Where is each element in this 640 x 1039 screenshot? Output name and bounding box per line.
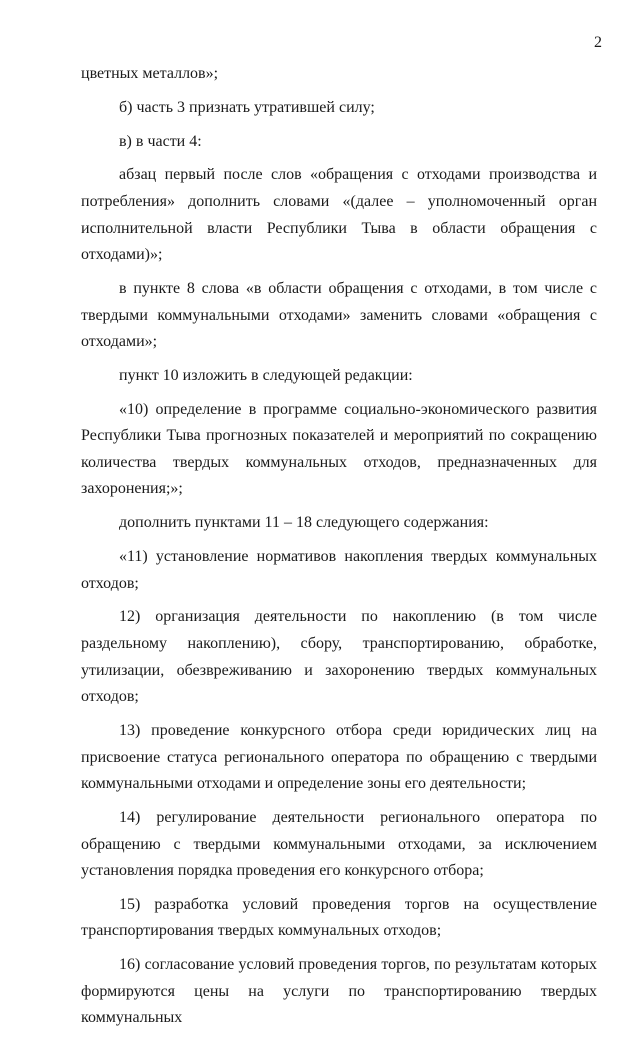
paragraph: в) в части 4: [119, 132, 202, 150]
paragraph: пункт 10 изложить в следующей редакции: [119, 366, 413, 384]
paragraph: абзац первый после слов «обращения с отходами производства и потребления» дополнить словами «(далее – уполномоченный орган исполнительной власти Республики Тыва в области обращения с отходами)»; [81, 166, 597, 264]
paragraph: цветных металлов»; [81, 65, 219, 82]
paragraph: «10) определение в программе социально-экономического развития Республики Тыва прогнозных показателей и мероприятий по сокращению количества твердых коммунальных отходов, предназначенных для захоронения;»; [81, 400, 597, 498]
paragraph: «11) установление нормативов накопления твердых коммунальных отходов; [81, 548, 597, 592]
paragraph: 16) согласование условий проведения торгов, по результатам которых формируются цены на услуги по транспортированию твердых коммунальных [81, 956, 597, 1027]
paragraph: в пункте 8 слова «в области обращения с отходами, в том числе с твердыми коммунальными отходами» заменить словами «обращения с отходами»; [81, 279, 597, 351]
page-number: 2 [594, 34, 602, 51]
document-body [81, 61, 597, 1039]
paragraph: 13) проведение конкурсного отбора среди юридических лиц на присвоение статуса регионального оператора по обращению с твердыми коммунальными отходами и определение зоны его деятельности; [81, 721, 597, 793]
paragraph: 12) организация деятельности по накоплению (в том числе раздельному накоплению), сбору, транспортированию, обработке, утилизации, обезвреживанию и захоронению твердых коммунальных отходов; [81, 608, 597, 706]
paragraph: 15) разработка условий проведения торгов на осуществление транспортирования твердых коммунальных отходов; [81, 895, 597, 940]
paragraph: 14) регулирование деятельности регионального оператора по обращению с твердыми коммунальными отходами, за исключением установления порядка проведения его конкурсного отбора; [81, 808, 597, 880]
paragraph: б) часть 3 признать утратившей силу; [119, 98, 375, 116]
paragraph: дополнить пунктами 11 – 18 следующего содержания: [119, 514, 489, 532]
